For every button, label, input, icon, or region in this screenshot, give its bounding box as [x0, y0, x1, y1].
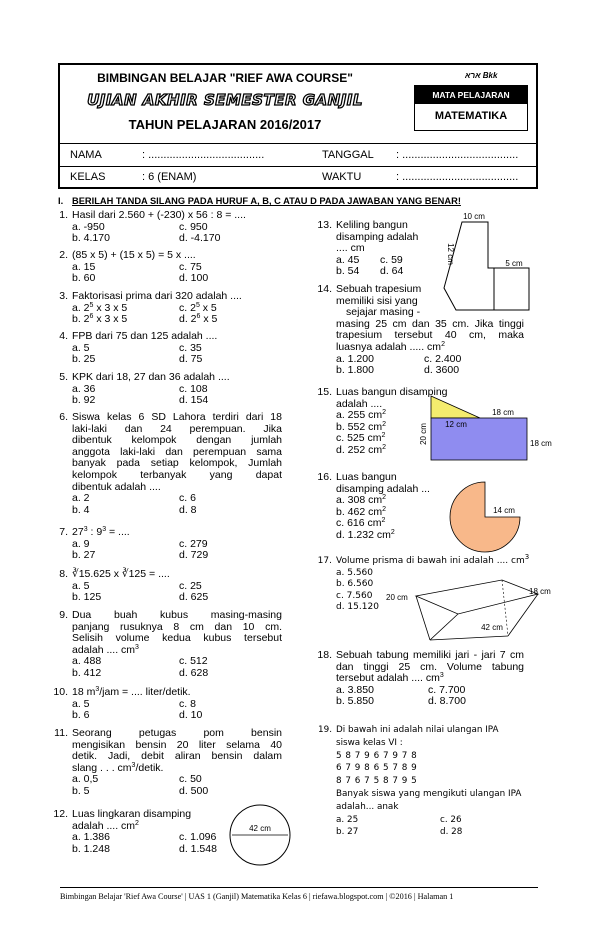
option-c[interactable]: c. 8	[179, 697, 196, 710]
option-b[interactable]: b. 5.850	[336, 695, 374, 708]
option-d[interactable]: d. 100	[179, 272, 209, 285]
question-text: KPK dari 18, 27 dan 36 adalah ....	[72, 371, 230, 383]
org-name: BIMBINGAN BELAJAR "RIEF AWA COURSE"	[97, 71, 353, 85]
question-line: dibentuk adalah ....	[72, 480, 161, 493]
option-c[interactable]: c. 1.096	[179, 831, 217, 844]
option-b[interactable]: b. 92	[72, 394, 96, 407]
prism-right-label: 18 cm	[529, 587, 551, 596]
question-text: Hasil dari 2.560 + (-230) x 56 : 8 = ....	[72, 209, 246, 221]
option-c[interactable]: c. 50	[179, 773, 202, 786]
question-line: Sebuah tabung memiliki jari - jari 7 cm	[336, 649, 524, 661]
option-d[interactable]: d. 625	[179, 591, 209, 604]
question-number: 5.	[59, 371, 68, 383]
option-b[interactable]: b. 27	[336, 827, 359, 838]
option-d[interactable]: d. 729	[179, 549, 209, 562]
question-line: mengisikan bensin 20 liter selama 40	[72, 738, 282, 751]
question-text: $27^3$ : $9^3$ = ....	[72, 526, 130, 538]
question-line: dan tinggi 25 cm. Volume tabung	[336, 660, 524, 673]
option-b[interactable]: b. 6.560	[336, 579, 374, 590]
question-number: 1.	[59, 209, 68, 221]
question-line: siswa kelas VI :	[336, 737, 403, 748]
question-line: anggota laki-laki dan perempuan sama	[72, 445, 282, 458]
option-d[interactable]: d. 10	[179, 709, 203, 722]
question-line: adalah ....	[336, 397, 383, 410]
option-c[interactable]: c. 525 $cm^2$	[336, 432, 386, 445]
option-b[interactable]: b. 552 $cm^2$	[336, 420, 387, 433]
question-text: Faktorisasi prima dari 320 adalah ....	[72, 290, 242, 302]
option-c[interactable]: c. 2.400	[424, 352, 462, 365]
question-number: 7.	[59, 526, 68, 538]
option-d[interactable]: d. 64	[380, 265, 404, 278]
question-number: 8.	[59, 568, 68, 580]
question-line: panjang rusuknya 8 cm dan 10 cm.	[72, 620, 282, 633]
option-d-text: d. 1.232 cm	[336, 528, 391, 541]
option-a[interactable]: a. -950	[72, 220, 105, 233]
question-line: Sebuah trapesium	[336, 283, 422, 295]
question-line: memiliki sisi yang	[336, 294, 418, 307]
option-b-text: b. 462 cm	[336, 505, 383, 518]
question-line: Selisih volume kedua kubus tersebut	[72, 632, 282, 645]
option-a[interactable]: a. 36	[72, 382, 96, 395]
data-row: 6 7 9 8 6 5 7 8 9	[336, 763, 418, 774]
prism-figure	[384, 574, 556, 646]
option-c[interactable]: c. 59	[380, 253, 403, 266]
option-c-text: c. 2	[179, 301, 196, 314]
question-line: adalah .... $cm^3$	[72, 643, 139, 656]
option-c[interactable]: c. 26	[440, 814, 462, 825]
option-d-text: d. 2	[179, 313, 197, 326]
question-line: masing 25 cm dan 35 cm. Jika tinggi	[336, 317, 524, 330]
question-line-text: slang . . . cm	[72, 761, 132, 774]
option-a[interactable]: a. 255 $cm^2$	[336, 409, 387, 422]
nama-label: NAMA	[70, 149, 102, 161]
option-d[interactable]: d. 28	[440, 827, 463, 838]
question-number: 4.	[59, 330, 68, 342]
option-b[interactable]: b. 6	[72, 709, 90, 722]
waktu-label: WAKTU	[322, 171, 362, 183]
question-text: FPB dari 75 dan 125 adalah ....	[72, 330, 218, 342]
question-number: 6.	[59, 411, 68, 423]
circle-figure	[228, 803, 292, 867]
option-a-text: a. 308 cm	[336, 494, 383, 507]
question-line: laki-laki dan 24 perempuan. Jika	[72, 422, 282, 435]
option-a[interactable]: a. 5	[72, 697, 90, 710]
question-line: .... cm	[336, 242, 365, 255]
option-b[interactable]: b. 1.248	[72, 842, 110, 855]
question-text-base: 18 m	[72, 686, 96, 698]
option-d[interactable]: d. 3600	[424, 364, 460, 377]
question-line: Luas bangun	[336, 471, 397, 483]
prism-left-label: 20 cm	[386, 593, 408, 602]
tanggal-field[interactable]: : ......................................	[396, 149, 519, 161]
option-d[interactable]: d. 8	[179, 503, 197, 516]
question-line: slang . . . $cm^3$/detik.	[72, 761, 164, 774]
subject-box	[414, 85, 528, 131]
top-length-label: 18 cm	[492, 408, 514, 417]
question-number: 9.	[59, 609, 68, 621]
option-d[interactable]: d. 8.700	[428, 695, 466, 708]
section-instruction: BERILAH TANDA SILANG PADA HURUF A, B, C ATAU D PADA JAWABAN YANG BENAR!	[72, 196, 461, 206]
option-a[interactable]: a. 2	[72, 492, 90, 505]
question-line: dibentuk kelompok dengan jumlah	[72, 434, 282, 447]
option-a-text: a. 2	[72, 301, 90, 314]
option-d[interactable]: d. 154	[179, 394, 209, 407]
subject-label: MATA PELAJARAN	[415, 86, 527, 104]
option-b[interactable]: b. 25	[72, 353, 96, 366]
option-c[interactable]: c. 75	[179, 260, 202, 273]
question-number: 10.	[53, 686, 68, 698]
question-line: tersebut adalah .... $cm^3$	[336, 672, 444, 685]
question-number: 11.	[54, 727, 68, 739]
option-d[interactable]: d. -4.170	[179, 232, 221, 245]
option-d-text: d. 252 cm	[336, 443, 383, 456]
question-text-base: 27	[72, 526, 84, 538]
right-side-label: 18 cm	[530, 439, 552, 448]
option-b[interactable]: b. 125	[72, 591, 102, 604]
question-text-base: Volume prisma di bawah ini adalah .... cm	[336, 556, 525, 566]
author-stamp: ארא Bkk	[465, 71, 498, 80]
kelas-value: : 6 (ENAM)	[142, 171, 197, 183]
data-row: 8 7 6 7 5 8 7 9 5	[336, 776, 418, 787]
rectangle-triangle-figure	[418, 388, 558, 464]
question-line-text: tersebut adalah .... cm	[336, 672, 440, 685]
section-number: I.	[58, 196, 64, 206]
diameter-label: 42 cm	[249, 824, 271, 833]
subject-value: MATEMATIKA	[434, 110, 508, 122]
option-b[interactable]: b. 1.800	[336, 364, 374, 377]
option-c[interactable]: c. 35	[179, 341, 202, 354]
question-line: Keliling bangun	[336, 219, 408, 231]
top-side-label: 10 cm	[463, 212, 485, 221]
option-a[interactable]: a. $2^5$ x 3 x 5	[72, 301, 128, 314]
prism-bottom-label: 42 cm	[481, 623, 503, 632]
option-b[interactable]: b. 54	[336, 265, 360, 278]
radius-label: 14 cm	[493, 506, 515, 515]
option-c[interactable]: c. 279	[179, 537, 208, 550]
height-label: 12 cm	[446, 243, 455, 265]
question-number: 16.	[317, 471, 332, 483]
question-line: luasnya adalah ..... $cm^2$	[336, 340, 445, 353]
question-number: 2.	[59, 249, 68, 261]
option-b[interactable]: b. 60	[72, 272, 96, 285]
option-a[interactable]: a. 1.200	[336, 352, 374, 365]
question-line: adalah... anak	[336, 801, 399, 812]
option-b[interactable]: b. 4.170	[72, 232, 110, 245]
option-d[interactable]: d. 75	[179, 353, 203, 366]
option-c[interactable]: c. 950	[179, 220, 208, 233]
question-line: trapesium tersebut 40 cm, maka	[336, 329, 524, 342]
option-a[interactable]: a. 5	[72, 579, 90, 592]
data-row: 5 8 7 9 6 7 9 7 8	[336, 750, 418, 761]
option-b[interactable]: b. 412	[72, 666, 102, 679]
question-number: 18.	[317, 649, 332, 661]
option-b[interactable]: b. $2^6$ x 3 x 5	[72, 313, 128, 326]
option-c[interactable]: c. $2^5$ x 5	[179, 301, 217, 314]
option-a[interactable]: a. 0,5	[72, 773, 99, 786]
question-line: Siswa kelas 6 SD Lahora terdiri dari 18	[72, 411, 282, 423]
question-line: disamping adalah	[336, 230, 419, 243]
question-line: disamping adalah ...	[336, 482, 430, 495]
question-line: Di bawah ini adalah nilai ulangan IPA	[336, 725, 499, 735]
option-d[interactable]: d. 628	[179, 666, 209, 679]
exam-title: UJIAN AKHIR SEMESTER GANJIL	[87, 91, 363, 109]
tanggal-label: TANGGAL	[322, 149, 374, 161]
exam-header	[58, 63, 538, 189]
option-a[interactable]: a. 3.850	[336, 683, 374, 696]
option-a[interactable]: a. 5.560	[336, 567, 374, 578]
option-c[interactable]: c. 7.560	[336, 590, 373, 601]
divider	[60, 143, 536, 144]
option-b[interactable]: b. 462 $cm^2$	[336, 505, 387, 518]
three-quarter-circle-figure	[448, 480, 522, 554]
option-d[interactable]: d. 500	[179, 784, 209, 797]
question-line-text: adalah .... cm	[72, 643, 136, 656]
option-a[interactable]: a. 15	[72, 260, 96, 273]
question-line: detik. Jadi, debit aliran bensin dalam	[72, 750, 282, 763]
option-b[interactable]: b. 5	[72, 784, 90, 797]
option-d[interactable]: d. $2^6$ x 5	[179, 313, 218, 326]
option-d[interactable]: d. 1.548	[179, 842, 217, 855]
option-b[interactable]: b. 27	[72, 549, 96, 562]
option-c-text: c. 525 cm	[336, 432, 382, 445]
divider	[60, 166, 536, 167]
option-d[interactable]: d. 252 $cm^2$	[336, 443, 387, 456]
question-text: ∛15.625 x ∛125 = ....	[72, 568, 170, 580]
question-line: Luas bangun disamping	[336, 386, 448, 398]
question-number: 17.	[317, 556, 332, 566]
kelas-label: KELAS	[70, 171, 106, 183]
option-a[interactable]: a. 1.386	[72, 831, 110, 844]
question-line: Luas lingkaran disamping	[72, 808, 192, 820]
option-c[interactable]: c. 6	[179, 492, 196, 505]
question-number: 3.	[59, 290, 68, 302]
question-line: Banyak siswa yang mengikuti ulangan IPA	[336, 788, 522, 799]
option-b[interactable]: b. 4	[72, 503, 90, 516]
question-line: kelompok terbanyak yang dapat	[72, 468, 282, 481]
height-label: 20 cm	[419, 423, 428, 445]
option-c-text: c. 616 cm	[336, 517, 382, 530]
question-number: 14.	[317, 283, 332, 295]
waktu-field[interactable]: : ......................................	[396, 171, 519, 183]
question-line: banyak pada setiap kelompok, Jumlah	[72, 457, 282, 470]
option-c[interactable]: c. 25	[179, 579, 202, 592]
option-a[interactable]: a. 9	[72, 537, 90, 550]
inner-height-label: 12 cm	[445, 420, 467, 429]
question-line: adalah .... $cm^2$	[72, 819, 139, 832]
question-line-text: luasnya adalah ..... cm	[336, 340, 442, 353]
option-a[interactable]: a. 25	[336, 814, 359, 825]
option-d[interactable]: d. 1.232 $cm^2$	[336, 528, 395, 541]
option-c[interactable]: c. 512	[179, 655, 208, 668]
question-number: 15.	[317, 386, 332, 398]
option-d[interactable]: d. 15.120	[336, 602, 379, 613]
option-b-text: b. 552 cm	[336, 420, 383, 433]
square-side-label: 5 cm	[505, 259, 523, 268]
school-year: TAHUN PELAJARAN 2016/2017	[128, 117, 322, 132]
question-text: Volume prisma di bawah ini adalah .... $cm^3$	[336, 553, 530, 566]
question-number: 19.	[318, 725, 332, 735]
question-line: Seorang petugas pom bensin	[72, 727, 282, 739]
option-a[interactable]: a. 308 $cm^2$	[336, 494, 387, 507]
option-b-text: b. 2	[72, 313, 90, 326]
question-line: Dua buah kubus masing-masing	[72, 609, 282, 621]
option-a[interactable]: a. 5	[72, 341, 90, 354]
nama-field[interactable]: : ......................................	[142, 149, 265, 161]
option-c[interactable]: c. 108	[179, 382, 208, 395]
option-a[interactable]: a. 45	[336, 253, 360, 266]
question-number: 13.	[317, 219, 332, 231]
question-text: 18 $m^3$/jam = .... liter/detik.	[72, 686, 191, 698]
option-c[interactable]: c. 616 $cm^2$	[336, 517, 386, 530]
question-text: (85 x 5) + (15 x 5) = 5 x ....	[72, 249, 196, 261]
option-c[interactable]: c. 7.700	[428, 683, 466, 696]
option-a[interactable]: a. 488	[72, 655, 102, 668]
page-footer: Bimbingan Belajar 'Rief Awa Course' | UAS 1 (Ganjil) Matematika Kelas 6 | riefawa.blogspot.com | ©2016 | Halaman 1	[60, 887, 538, 901]
question-line-text: adalah .... cm	[72, 819, 136, 832]
question-line: sejajar masing -	[346, 306, 421, 319]
question-number: 12.	[53, 808, 68, 820]
option-a-text: a. 255 cm	[336, 409, 383, 422]
